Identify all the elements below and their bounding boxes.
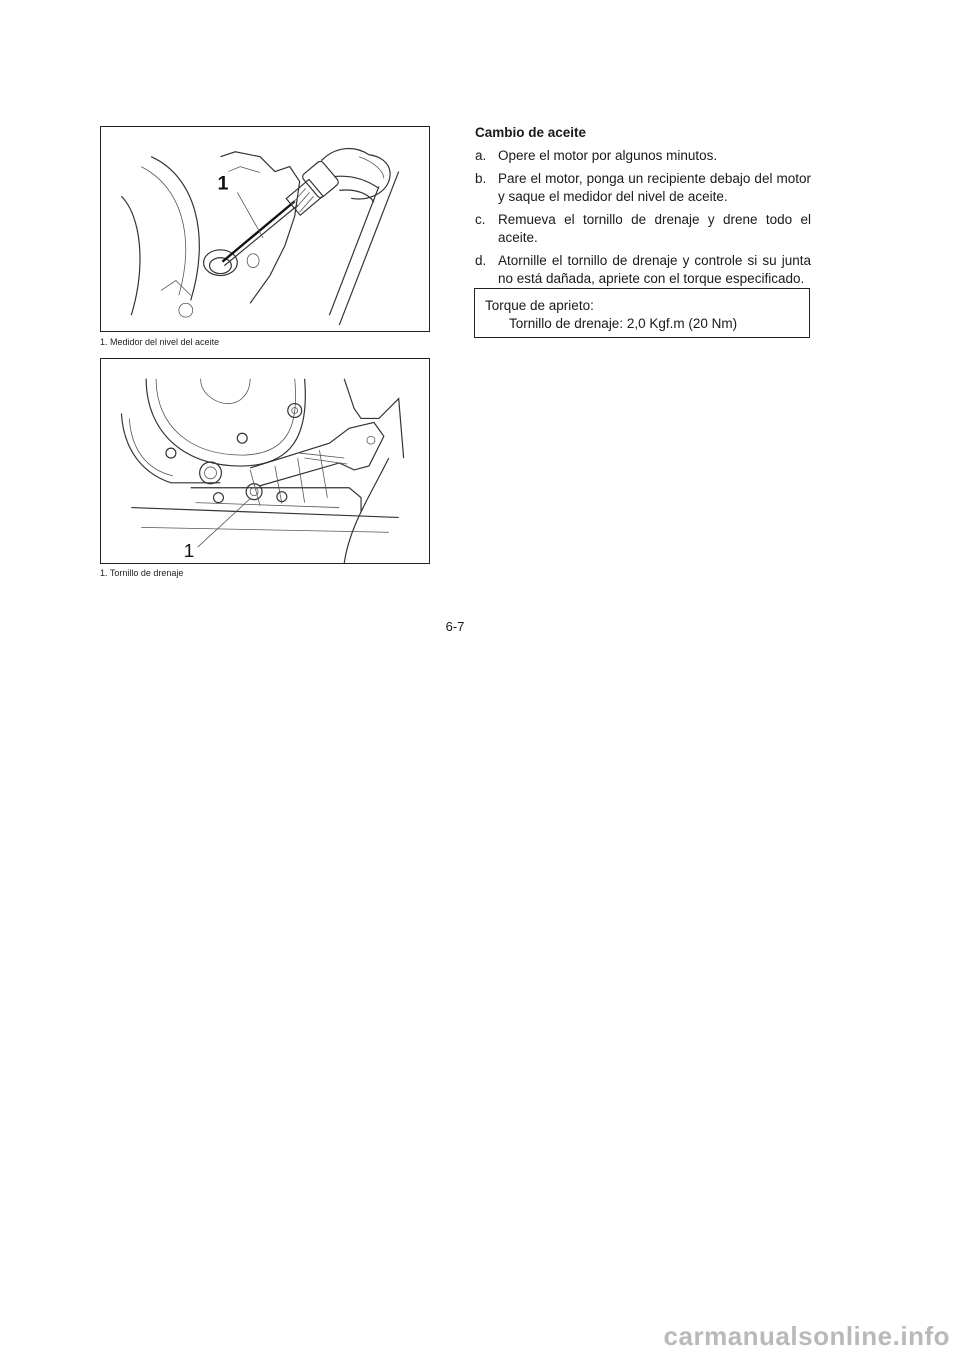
list-item (475, 211, 811, 247)
step-text: Remueva el tornillo de drenaje y drene todo el aceite. (498, 212, 811, 245)
torque-spec-box (474, 288, 810, 338)
step-letter: c. (475, 212, 486, 227)
step-letter: a. (475, 148, 487, 163)
step-letter: d. (475, 253, 487, 268)
list-item (475, 147, 811, 165)
step-text: Pare el motor, ponga un recipiente debajo del motor y saque el medidor del nivel de aceite. (498, 171, 811, 204)
step-letter: b. (475, 171, 487, 186)
list-item (475, 170, 811, 206)
dipstick-illustration (101, 127, 429, 331)
section-title: Cambio de aceite (475, 125, 587, 140)
figure-drain-bolt (100, 358, 430, 564)
step-text: Atornille el tornillo de drenaje y controle si su junta no está dañada, apriete con el torque especificado. (498, 253, 811, 286)
step-list (475, 147, 811, 288)
figure-1-caption: 1. Medidor del nivel del aceite (100, 337, 220, 347)
spec-label: Torque de aprieto: (485, 298, 594, 313)
page-number: 6-7 (445, 619, 465, 634)
step-text: Opere el motor por algunos minutos. (498, 148, 718, 163)
drain-bolt-illustration (101, 359, 429, 563)
list-item (475, 252, 811, 288)
spec-value: Tornillo de drenaje: 2,0 Kgf.m (20 Nm) (509, 316, 738, 331)
figure-2-callout: 1 (183, 540, 195, 562)
oil-change-section (475, 124, 811, 293)
watermark: carmanualsonline.info (663, 1321, 950, 1351)
figure-oil-dipstick (100, 126, 430, 332)
figure-1-callout: 1 (217, 172, 229, 195)
figure-2-caption: 1. Tornillo de drenaje (100, 568, 184, 578)
